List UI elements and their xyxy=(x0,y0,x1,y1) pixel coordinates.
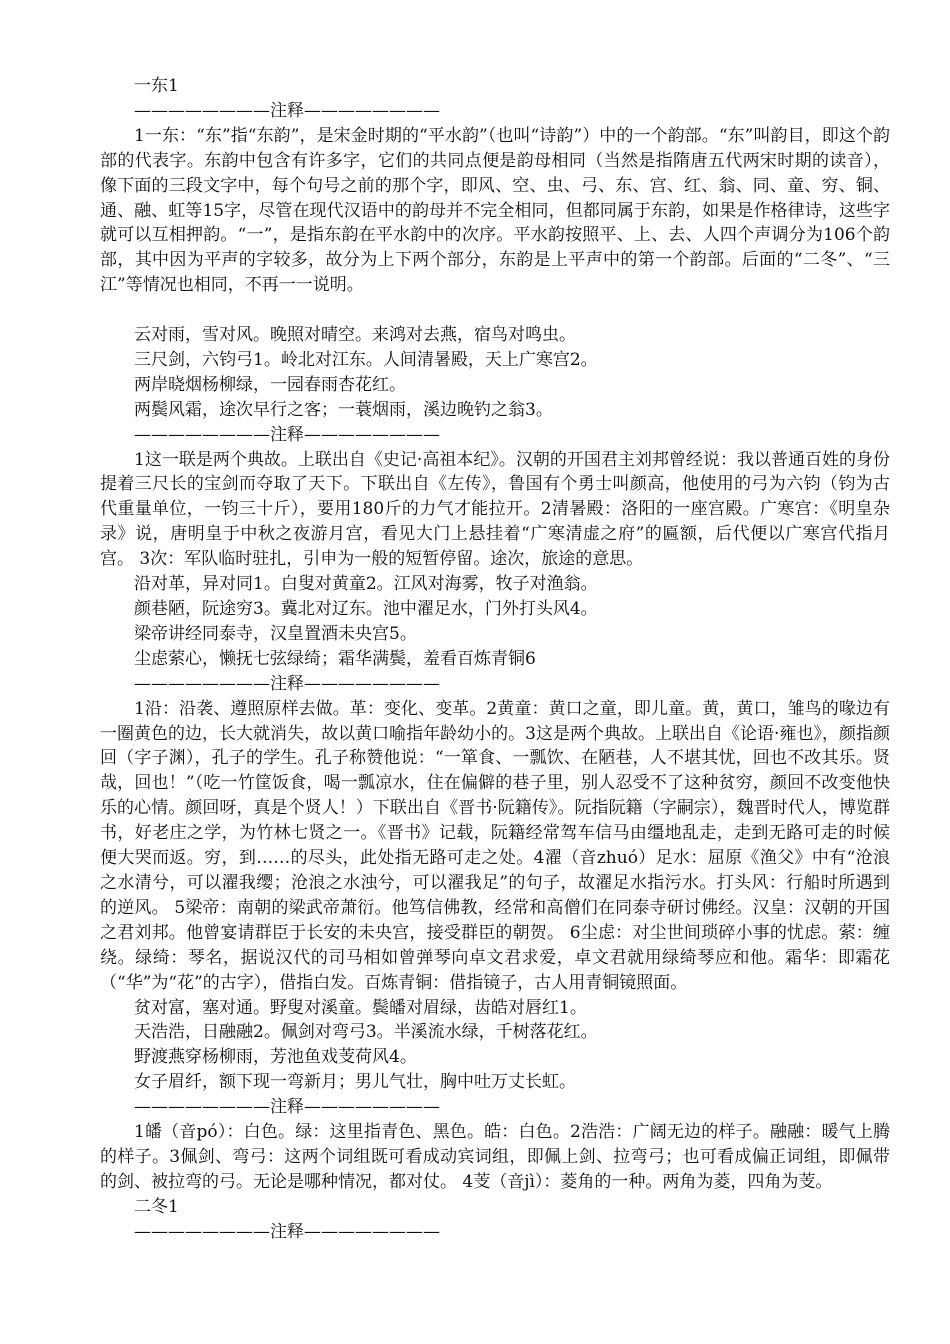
annotation-separator: ————————注释———————— xyxy=(134,1097,440,1118)
annotation-separator: ————————注释———————— xyxy=(134,673,440,694)
verse-line: 贫对富，塞对通。野叟对溪童。鬓皤对眉绿，齿皓对唇红1。 xyxy=(134,997,587,1018)
document-page xyxy=(100,74,890,1245)
verse-line: 尘虑萦心，懒抚七弦绿绮；霜华满鬓，羞看百炼青铜6 xyxy=(134,648,536,669)
annotation-paragraph: 1一东：“东”指“东韵”，是宋金时期的“平水韵”（也叫“诗韵”）中的一个韵部。“东”叫韵目，即这个韵部的代表字。东韵中包含有许多字，它们的共同点便是韵母相同（当然是指隋唐五代两宋时期的读音），像下面的三段文字中，每个句号之前的那个字，即风、空、虫、弓、东、宫、红、翁、同、童、穷、铜、通、融、虹等15字，尽管在现代汉语中的韵母并不完全相同，但都同属于东韵，如果是作格律诗，这些字就可以互相押韵。“一”，是指东韵在平水韵中的次序。平水韵按照平、上、去、人四个声调分为106个韵部，其中因为平声的字较多，故分为上下两个部分，东韵是上平声中的第一个韵部。后面的“二冬”、“三江”等情况也相同，不再一一说明。 xyxy=(100,125,890,296)
verse-line: 沿对革，异对同1。白叟对黄童2。江风对海雾，牧子对渔翁。 xyxy=(134,574,598,595)
section-heading: 二冬1 xyxy=(134,1196,179,1217)
blank-line xyxy=(100,298,890,323)
annotation-paragraph: 1沿：沿袭、遵照原样去做。革：变化、变革。2黄童：黄口之童，即儿童。黄，黄口，雏鸟的喙边有一圈黄色的边，长大就消失，故以黄口喻指年龄幼小的。3这是两个典故。上联出自《论语·雍也》，颜指颜回（字子渊），孔子的学生。孔子称赞他说：“一箪食、一瓢饮、在陋巷，人不堪其忧，回也不改其乐。贤哉，回也！”（吃一竹筐饭食，喝一瓢凉水，住在偏僻的巷子里，别人忍受不了这种贫穷，颜回不改变他快乐的心情。颜回呀，真是个贤人！）下联出自《晋书·阮籍传》。阮指阮籍（字嗣宗），魏晋时代人，博览群书，好老庄之学，为竹林七贤之一。《晋书》记载，阮籍经常驾车信马由缰地乱走，走到无路可走的时候便大哭而返。穷，到……的尽头，此处指无路可走之处。4濯（音zhuó）足水：屈原《渔父》中有“沧浪之水清兮，可以濯我缨；沧浪之水浊兮，可以濯我足”的句子，故濯足水指污水。打头风：行船时所遇到的逆风。 5梁帝：南朝的梁武帝萧衍。他笃信佛教，经常和高僧们在同泰寺研讨佛经。汉皇：汉朝的开国之君刘邦。他曾宴请群臣于长安的未央宫，接受群臣的朝贺。 6尘虑：对尘世间琐碎小事的忧虑。萦：缠绕。绿绮：琴名，据说汉代的司马相如曾弹琴向卓文君求爱，卓文君就用绿绮琴应和他。霜华：即霜花（“华”为“花”的古字），借指白发。百炼青铜：借指镜子，古人用青铜镜照面。 xyxy=(100,698,890,993)
annotation-separator: ————————注释———————— xyxy=(134,424,440,445)
annotation-paragraph: 1这一联是两个典故。上联出自《史记·高祖本纪》。汉朝的开国君主刘邦曾经说：我以普通百姓的身份提着三尺长的宝剑而夺取了天下。下联出自《左传》，鲁国有个勇士叫颜高，他使用的弓为六钧（钧为古代重量单位，一钧三十斤），要用180斤的力气才能拉开。2清暑殿：洛阳的一座宫殿。广寒宫：《明皇杂录》说，唐明皇于中秋之夜游月宫，看见大门上悬挂着“广寒清虚之府”的匾额，后代便以广寒宫代指月宫。 3次：军队临时驻扎，引申为一般的短暂停留。途次，旅途的意思。 xyxy=(100,449,890,570)
verse-line: 两鬓风霜，途次早行之客；一蓑烟雨，溪边晚钓之翁3。 xyxy=(134,399,553,420)
verse-line: 三尺剑，六钧弓1。岭北对江东。人间清暑殿，天上广寒宫2。 xyxy=(134,349,598,370)
verse-line: 女子眉纤，额下现一弯新月；男儿气壮，胸中吐万丈长虹。 xyxy=(134,1072,576,1093)
annotation-separator: ————————注释———————— xyxy=(134,1221,440,1242)
annotation-separator: ————————注释———————— xyxy=(134,100,440,121)
verse-line: 野渡燕穿杨柳雨，芳池鱼戏芰荷风4。 xyxy=(134,1047,417,1068)
annotation-paragraph: 1皤（音pó）：白色。绿：这里指青色、黑色。皓：白色。2浩浩：广阔无边的样子。融融：暖气上腾的样子。3佩剑、弯弓：这两个词组既可看成动宾词组，即佩上剑、拉弯弓；也可看成偏正词组，即佩带的剑、被拉弯的弓。无论是哪种情况，都对仗。 4芰（音jì）：菱角的一种。两角为菱，四角为芰。 xyxy=(100,1122,890,1192)
verse-line: 梁帝讲经同泰寺，汉皇置酒未央宫5。 xyxy=(134,623,417,644)
verse-line: 两岸晓烟杨柳绿，一园春雨杏花红。 xyxy=(134,374,406,395)
verse-line: 云对雨，雪对风。晚照对晴空。来鸿对去燕，宿鸟对鸣虫。 xyxy=(134,325,576,346)
section-heading: 一东1 xyxy=(134,76,179,96)
verse-line: 天浩浩，日融融2。佩剑对弯弓3。半溪流水绿，千树落花红。 xyxy=(134,1022,598,1043)
verse-line: 颜巷陋，阮途穷3。冀北对辽东。池中濯足水，门外打头风4。 xyxy=(134,599,598,620)
